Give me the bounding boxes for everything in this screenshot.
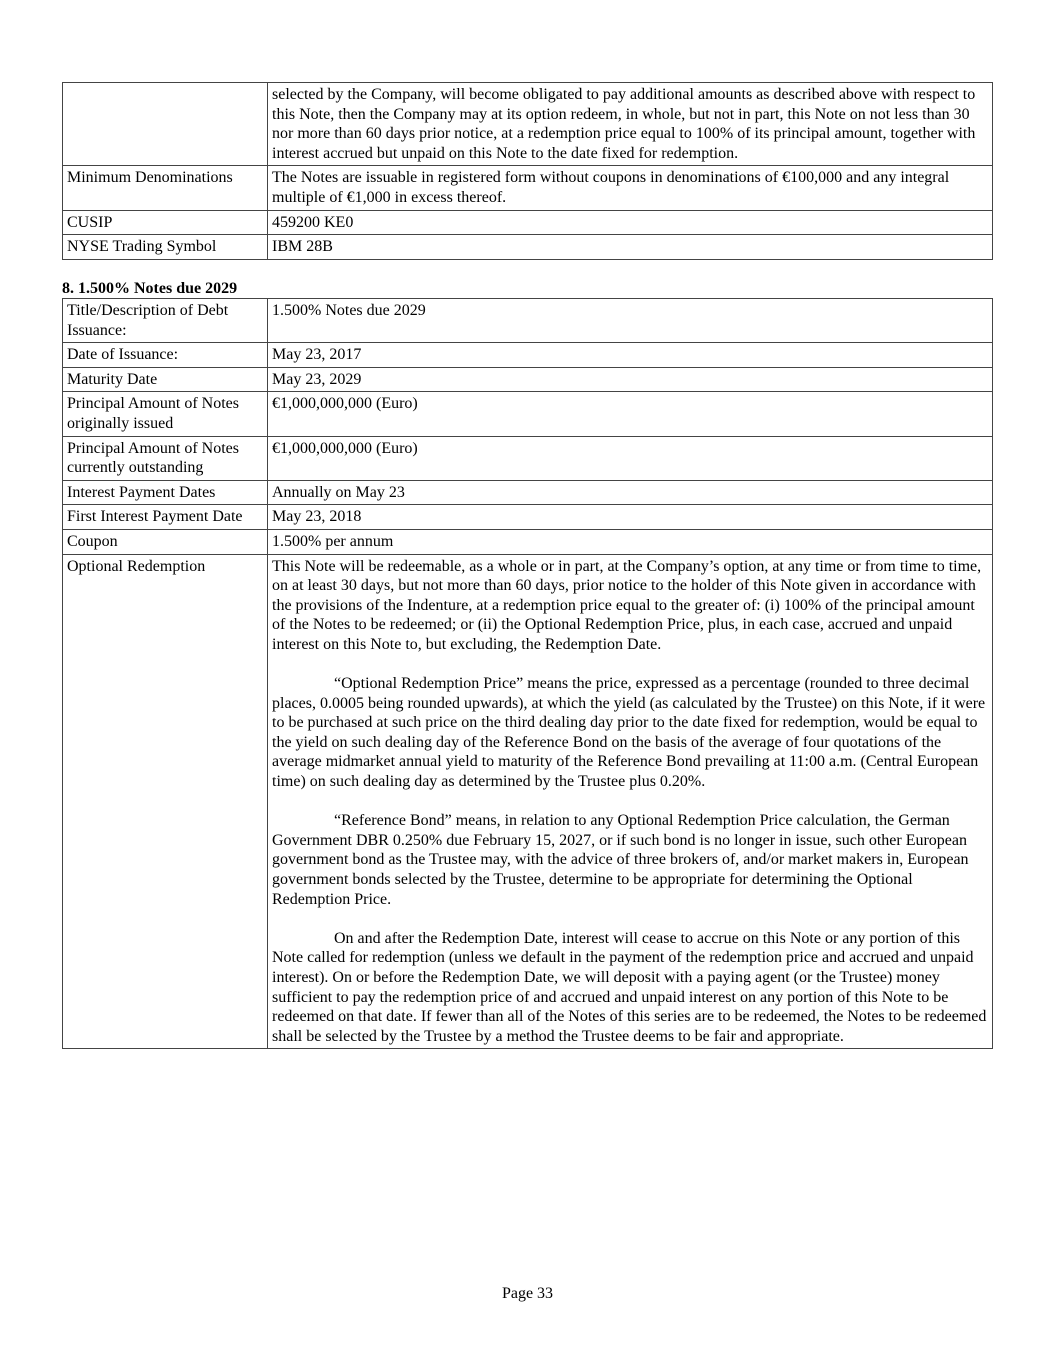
table-row (63, 554, 993, 1049)
row-value: €1,000,000,000 (Euro) (268, 436, 993, 480)
row-value: 459200 KE0 (268, 210, 993, 235)
row-label: Interest Payment Dates (63, 480, 268, 505)
redemption-paragraph: This Note will be redeemable, as a whole or in part, at the Company’s option, at any time or from time to time, on at least 30 days, but not more than 60 days, prior notice to the holder of this Note given in accordance with the provisions of the Indenture, at a redemption price equal to the greater of: (i) 100% of the principal amount of the Notes to be redeemed; or (ii) the Optional Redemption Price, plus, in each case, accrued and unpaid interest on this Note to, but excluding, the Redemption Date. (272, 557, 982, 653)
row-label: Date of Issuance: (63, 343, 268, 368)
table-row (63, 480, 993, 505)
table-row (63, 392, 993, 436)
notes-terms-table (62, 298, 993, 1049)
row-value: €1,000,000,000 (Euro) (268, 392, 993, 436)
row-label: Optional Redemption (63, 554, 268, 1049)
row-label: Principal Amount of Notes currently outstanding (63, 436, 268, 480)
row-value: Annually on May 23 (268, 480, 993, 505)
row-label (63, 83, 268, 166)
table-row (63, 436, 993, 480)
row-value: IBM 28B (268, 235, 993, 260)
row-value: 1.500% per annum (268, 529, 993, 554)
table-row (63, 166, 993, 210)
row-label: CUSIP (63, 210, 268, 235)
row-label: Principal Amount of Notes originally issued (63, 392, 268, 436)
table-row (63, 367, 993, 392)
redemption-paragraph: “Reference Bond” means, in relation to any Optional Redemption Price calculation, the German Government DBR 0.250% due February 15, 2027, or if such bond is no longer in issue, such other European government bond as the Trustee may, with the advice of three brokers of, and/or market makers in, European government bonds selected by the Trustee, determine to be appropriate for determining the Optional Redemption Price. (272, 812, 969, 908)
table-row (63, 299, 993, 343)
table-row (63, 505, 993, 530)
row-value: May 23, 2029 (268, 367, 993, 392)
table-row (63, 210, 993, 235)
row-value: May 23, 2018 (268, 505, 993, 530)
row-label: Maturity Date (63, 367, 268, 392)
table-row (63, 343, 993, 368)
row-label: First Interest Payment Date (63, 505, 268, 530)
page-number: Page 33 (501, 1285, 554, 1302)
optional-redemption-text (268, 554, 993, 1049)
row-value: selected by the Company, will become obligated to pay additional amounts as described above with respect to this Note, then the Company may at its option redeem, in whole, but not in part, this Note on not less than 30 nor more than 60 days prior notice, at a redemption price equal to 100% of its principal amount, together with interest accrued but unpaid on this Note to the date fixed for redemption. (268, 83, 993, 166)
redemption-paragraph: On and after the Redemption Date, interest will cease to accrue on this Note or any portion of this Note called for redemption (unless we default in the payment of the redemption price and accrued and unpaid interest). On or before the Redemption Date, we will deposit with a paying agent (or the Trustee) money sufficient to pay the redemption price of and accrued and unpaid interest on any portion of this Note to be redeemed on that date. If fewer than all of the Notes of this series are to be redeemed, the Notes to be redeemed shall be selected by the Trustee by a method the Trustee deems to be fair and appropriate. (272, 929, 987, 1045)
row-label: Minimum Denominations (63, 166, 268, 210)
row-value: May 23, 2017 (268, 343, 993, 368)
section-heading: 8. 1.500% Notes due 2029 (62, 280, 238, 297)
table-row (63, 235, 993, 260)
row-value: 1.500% Notes due 2029 (268, 299, 993, 343)
row-label: Title/Description of Debt Issuance: (63, 299, 268, 343)
row-label: NYSE Trading Symbol (63, 235, 268, 260)
row-label: Coupon (63, 529, 268, 554)
table-row (63, 529, 993, 554)
row-value: The Notes are issuable in registered form without coupons in denominations of €100,000 and any integral multiple of €1,000 in excess thereof. (268, 166, 993, 210)
continued-terms-table (62, 82, 993, 260)
table-row (63, 83, 993, 166)
redemption-paragraph: “Optional Redemption Price” means the price, expressed as a percentage (rounded to three decimal places, 0.0005 being rounded upwards), at which the yield (as calculated by the Trustee) on this Note, if it were to be purchased at such price on the third dealing day prior to the date fixed for redemption, would be equal to the yield on such dealing day of the Reference Bond on the basis of the average of four quotations of the average midmarket annual yield to maturity of the Reference Bond prevailing at 11:00 a.m. (Central European time) on such dealing day as determined by the Trustee plus 0.20%. (272, 675, 986, 791)
